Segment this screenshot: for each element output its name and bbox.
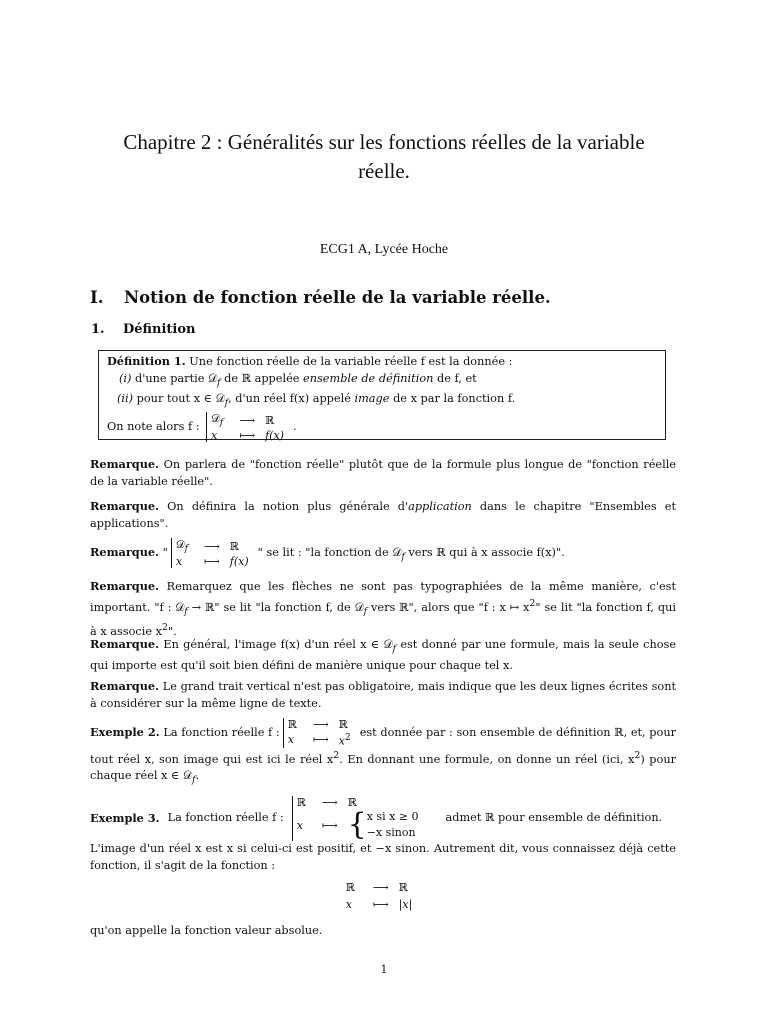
remark-4 [90, 578, 676, 640]
remark-text-b: " se lit : "la fonction de 𝒟 [257, 546, 402, 560]
map-mapsto: ⟼ [312, 732, 329, 746]
left-brace-icon: { [347, 807, 367, 842]
map-arrow: ⟶ [204, 540, 220, 554]
item-2-text-b: , d'un réel f(x) appelé [228, 392, 351, 406]
remark-text-a: " [162, 546, 168, 560]
superscript-2: 2 [344, 732, 351, 743]
remark-text-b: est donné par une formule, mais la seule chose qui importe est qu'il soit bien défini de manière unique pour chaque tel x. [90, 638, 676, 672]
inline-function-map [171, 538, 255, 568]
item-1-label: (i) [119, 371, 132, 385]
subscript-f: f [217, 376, 221, 388]
subscript-f: f [184, 605, 188, 617]
map-arrow: ⟶ [312, 718, 329, 731]
map-x-squared: x [338, 734, 345, 748]
remark-label: Remarque. [90, 679, 160, 693]
remark-3 [90, 538, 676, 568]
remark-text-a: On définira la notion plus générale d' [167, 500, 409, 513]
absolute-value-map [346, 880, 421, 913]
remark-label: Remarque. [90, 637, 160, 651]
definition-item-2 [107, 391, 657, 412]
remark-emphasis: application [408, 500, 472, 513]
remark-label: Remarque. [90, 499, 160, 513]
chapter-title-line-2: réelle. [358, 159, 410, 183]
subscript-f: f [192, 774, 196, 786]
remark-label: Remarque. [90, 579, 160, 593]
remark-text-c: vers ℝ qui à x associe f(x)". [404, 546, 565, 560]
map-x: x [345, 897, 352, 911]
map-fx: f(x) [229, 555, 249, 569]
remark-text-e: ". [168, 624, 177, 638]
subscript-f: f [224, 397, 229, 409]
remark-1 [90, 456, 676, 490]
page-number: 1 [380, 963, 388, 976]
example-2 [90, 718, 676, 789]
remark-text: Le grand trait vertical n'est pas obligatoire, mais indique que les deux lignes écrites sont à considérer sur la même ligne de texte. [90, 680, 677, 710]
item-1-emphasis: ensemble de définition [303, 371, 434, 385]
remark-6 [90, 678, 676, 712]
example-label: Exemple 3. [90, 811, 160, 826]
chapter-title-line-1: Chapitre 2 : Généralités sur les fonctions réelles de la variable [123, 130, 645, 154]
section-heading [90, 288, 551, 307]
item-1-text-a: d'une partie 𝒟 [135, 371, 218, 385]
example-text-f: chaque réel x ∈ 𝒟 [90, 768, 193, 782]
map-mapsto: ⟼ [321, 818, 338, 832]
definition-label: Définition 1. [107, 354, 186, 368]
example-3-head [90, 796, 676, 841]
subscript-f: f [401, 551, 405, 563]
map-x: x [211, 429, 218, 443]
map-arrow: ⟶ [372, 881, 389, 894]
superscript-2: 2 [634, 749, 641, 761]
example-text-d: qu'on appelle la fonction valeur absolue. [90, 924, 323, 937]
example-text-a: La fonction réelle f : [163, 725, 280, 739]
map-mapsto: ⟼ [372, 897, 389, 911]
item-1-text-b: de ℝ appelée [224, 371, 300, 385]
example-3-function-map [292, 796, 425, 841]
remark-label: Remarque. [90, 457, 160, 471]
map-domain: 𝒟 [211, 412, 220, 425]
item-2-emphasis: image [354, 392, 390, 406]
example-text-d: . En donnant une formule, on donne un réel (ici, x [339, 752, 635, 766]
remark-text: On parlera de "fonction réelle" plutôt que de la formule plus longue de "fonction réelle de la variable réelle". [90, 458, 676, 488]
remark-5 [90, 636, 676, 674]
item-2-text-c: de x par la fonction f. [393, 392, 516, 406]
example-text-a: La fonction réelle f : [167, 811, 284, 825]
section-number: I. [90, 288, 104, 307]
piecewise-definition [348, 809, 419, 841]
example-text-c: tout réel x, son image qui est ici le réel x [90, 752, 334, 766]
map-fx: f(x) [265, 429, 284, 443]
map-codomain: ℝ [338, 718, 348, 731]
remark-text-c: vers ℝ", alors que "f : x ↦ x [367, 600, 530, 614]
map-codomain: ℝ [229, 540, 239, 554]
piecewise-cases [367, 809, 419, 841]
subscript-f: f [184, 543, 189, 555]
example-text-e: ) pour [640, 752, 677, 766]
map-domain: ℝ [345, 881, 355, 894]
remark-2 [90, 498, 676, 532]
remark-text-b: dans le chapitre "Ensembles et applications". [90, 500, 676, 530]
map-x: x [296, 818, 303, 832]
remark-text-a: En général, l'image f(x) d'un réel x ∈ 𝒟 [163, 638, 393, 651]
chapter-title [80, 128, 688, 186]
item-2-label: (ii) [117, 392, 134, 406]
subscript-f: f [363, 605, 368, 617]
subsection-number: 1. [91, 322, 105, 337]
definition-intro [107, 353, 657, 371]
map-mapsto: ⟼ [204, 555, 220, 569]
subscript-f: f [392, 643, 397, 655]
superscript-2: 2 [333, 749, 340, 761]
remark-label: Remarque. [90, 545, 160, 560]
map-domain: 𝒟 [175, 538, 185, 551]
map-domain: ℝ [296, 796, 306, 809]
case-2: −x sinon [366, 826, 416, 839]
subscript-f: f [219, 417, 224, 429]
notation-text: On note alors f : [107, 420, 200, 434]
map-codomain: ℝ [265, 414, 275, 428]
example-text-c: L'image d'un réel x est x si celui-ci est positif, et −x sinon. Autrement dit, vous connaissez déjà cette fonction, il s'agit de la fonction : [90, 842, 676, 872]
function-map [206, 412, 290, 442]
superscript-2: 2 [162, 622, 169, 634]
example-text-b: admet ℝ pour ensemble de définition. [445, 811, 663, 825]
item-2-text-a: pour tout x ∈ 𝒟 [136, 392, 225, 406]
notation-end: . [292, 420, 297, 434]
example-text-b: est donnée par : son ensemble de définition ℝ, et, pour [359, 725, 677, 739]
map-x: x [175, 555, 183, 569]
item-1-text-c: de f, et [437, 371, 477, 385]
example-2-function-map [283, 718, 357, 748]
case-1: x si x ≥ 0 [366, 810, 419, 823]
example-text-g: . [195, 768, 200, 782]
remark-text-b: → ℝ" se lit "la fonction f, de 𝒟 [187, 600, 364, 614]
map-arrow: ⟶ [321, 796, 338, 809]
section-title: Notion de fonction réelle de la variable réelle. [124, 288, 551, 307]
absolute-value-map-wrap [90, 880, 676, 913]
map-mapsto: ⟼ [239, 429, 256, 443]
example-label: Exemple 2. [90, 724, 160, 739]
superscript-2: 2 [529, 597, 536, 609]
map-abs-x: |x| [398, 897, 413, 911]
example-3 [90, 796, 676, 940]
remark-text-d: " se lit "la fonction f, qui à x associe x [90, 600, 676, 638]
definition-box [98, 350, 666, 443]
author-line: ECG1 A, Lycée Hoche [319, 242, 449, 257]
definition-intro-text: Une fonction réelle de la variable réelle f est la donnée : [189, 355, 513, 368]
subsection-title: Définition [123, 322, 196, 337]
definition-notation [107, 412, 657, 442]
map-arrow: ⟶ [239, 414, 256, 428]
map-x: x [287, 732, 294, 746]
subsection-heading [91, 322, 195, 337]
map-domain: ℝ [287, 718, 297, 731]
map-codomain: ℝ [347, 796, 357, 809]
remark-text-a: Remarquez que les flèches ne sont pas typographiées de la même manière, c'est important. "f : 𝒟 [90, 580, 676, 614]
definition-item-1 [107, 371, 657, 392]
map-codomain: ℝ [398, 881, 408, 894]
